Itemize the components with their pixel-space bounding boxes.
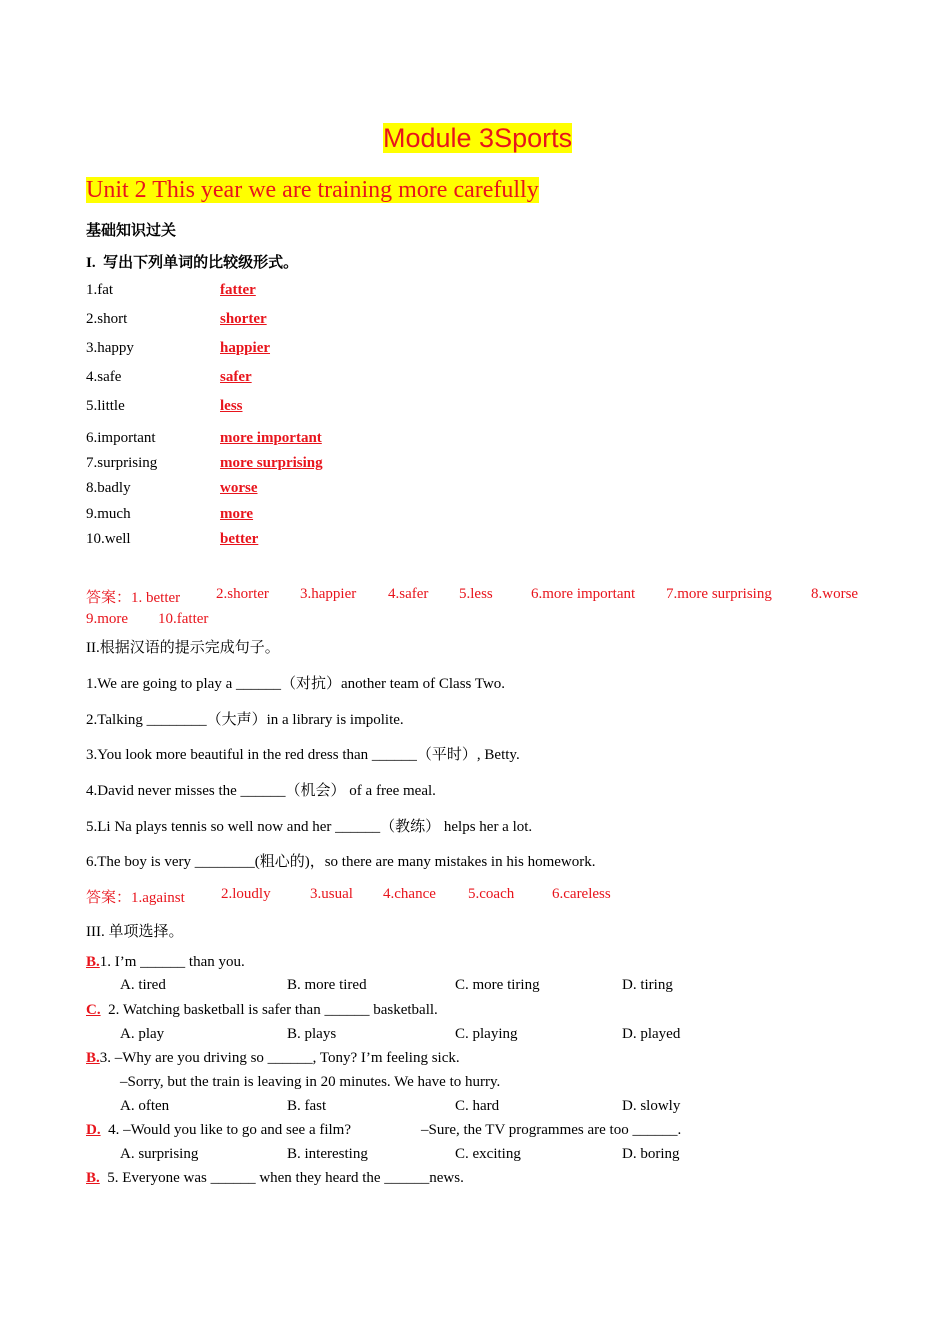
module-title: Module 3Sports [383,123,573,153]
sentence: 1.We are going to play a ______（对抗）another team of Class Two. [86,676,506,692]
option: C. playing [455,1026,518,1042]
option: C. hard [455,1098,500,1114]
option: A. tired [120,977,166,993]
part3-heading: III. 单项选择。 [86,924,184,940]
option: D. played [622,1026,681,1042]
option: D. tiring [622,977,673,993]
option: A. often [120,1098,170,1114]
option: D. boring [622,1146,680,1162]
question: C. 2. Watching basketball is safer than ______ basketball. [86,1002,438,1018]
option: B. plays [287,1026,337,1042]
option: B. fast [287,1098,327,1114]
sentence: 6.The boy is very ________(粗心的)，so there are many mistakes in his homework. [86,854,596,870]
part1-heading: I. 写出下列单词的比较级形式。 [86,255,299,271]
option: B. more tired [287,977,367,993]
option: A. surprising [120,1146,199,1162]
question-line2: –Sorry, but the train is leaving in 20 minutes. We have to hurry. [120,1074,501,1090]
unit-title: Unit 2 This year we are training more carefully [86,177,539,203]
option: C. exciting [455,1146,521,1162]
sentence: 2.Talking ________（大声）in a library is impolite. [86,712,404,728]
sentence: 3.You look more beautiful in the red dress than ______（平时）, Betty. [86,747,520,763]
sentence: 4.David never misses the ______（机会） of a free meal. [86,783,436,799]
part2-heading: II.根据汉语的提示完成句子。 [86,640,280,656]
section-basic-heading: 基础知识过关 [86,223,177,239]
question: B. 5. Everyone was ______ when they heard the ______news. [86,1170,464,1186]
option: D. slowly [622,1098,681,1114]
option: C. more tiring [455,977,540,993]
question: B.3. –Why are you driving so ______, Tony? I’m feeling sick. [86,1050,460,1066]
option: A. play [120,1026,165,1042]
sentence: 5.Li Na plays tennis so well now and her ______（教练） helps her a lot. [86,819,533,835]
question: D. 4. –Would you like to go and see a film? [86,1122,352,1138]
question: B.1. I’m ______ than you. [86,954,245,970]
question-reply: –Sure, the TV programmes are too ______. [421,1122,682,1138]
option: B. interesting [287,1146,368,1162]
